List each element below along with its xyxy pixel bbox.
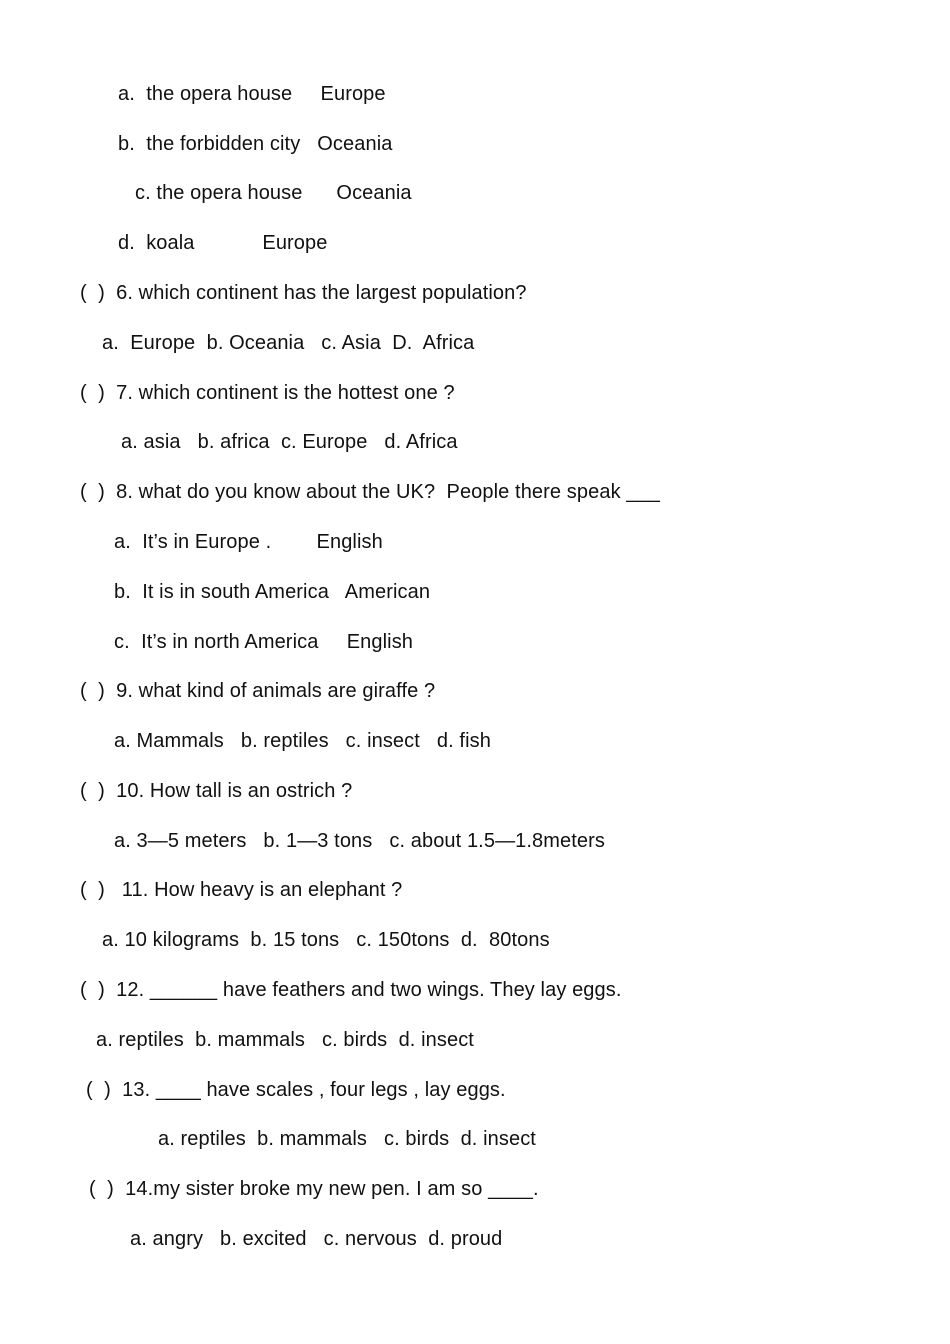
- options-9: a. Mammals b. reptiles c. insect d. fish: [114, 730, 491, 752]
- question-11: ( ) 11. How heavy is an elephant ?: [80, 879, 403, 901]
- option-line-8c: c. It’s in north America English: [114, 631, 414, 653]
- options-10: a. 3—5 meters b. 1—3 tons c. about 1.5—1.8meters: [114, 830, 605, 852]
- question-9: ( ) 9. what kind of animals are giraffe ?: [80, 680, 436, 702]
- question-13: ( ) 13. ____ have scales , four legs , lay eggs.: [86, 1079, 506, 1101]
- options-7: a. asia b. africa c. Europe d. Africa: [121, 431, 458, 453]
- option-line-8a: a. It’s in Europe . English: [114, 531, 383, 553]
- question-10: ( ) 10. How tall is an ostrich ?: [80, 780, 353, 802]
- option-line-5d: d. koala Europe: [118, 232, 328, 254]
- question-7: ( ) 7. which continent is the hottest one ?: [80, 382, 455, 404]
- question-12: ( ) 12. ______ have feathers and two wings. They lay eggs.: [80, 979, 622, 1001]
- option-line-5a: a. the opera house Europe: [118, 83, 386, 105]
- option-line-5c: c. the opera house Oceania: [135, 182, 412, 204]
- options-11: a. 10 kilograms b. 15 tons c. 150tons d. 80tons: [102, 929, 550, 951]
- question-14: ( ) 14.my sister broke my new pen. I am so ____.: [89, 1178, 539, 1200]
- options-6: a. Europe b. Oceania c. Asia D. Africa: [102, 332, 475, 354]
- option-line-8b: b. It is in south America American: [114, 581, 431, 603]
- options-13: a. reptiles b. mammals c. birds d. insect: [158, 1128, 536, 1150]
- options-12: a. reptiles b. mammals c. birds d. insect: [96, 1029, 474, 1051]
- option-line-5b: b. the forbidden city Oceania: [118, 133, 393, 155]
- options-14: a. angry b. excited c. nervous d. proud: [130, 1228, 503, 1250]
- question-6: ( ) 6. which continent has the largest population?: [80, 282, 527, 304]
- question-8: ( ) 8. what do you know about the UK? People there speak ___: [80, 481, 660, 503]
